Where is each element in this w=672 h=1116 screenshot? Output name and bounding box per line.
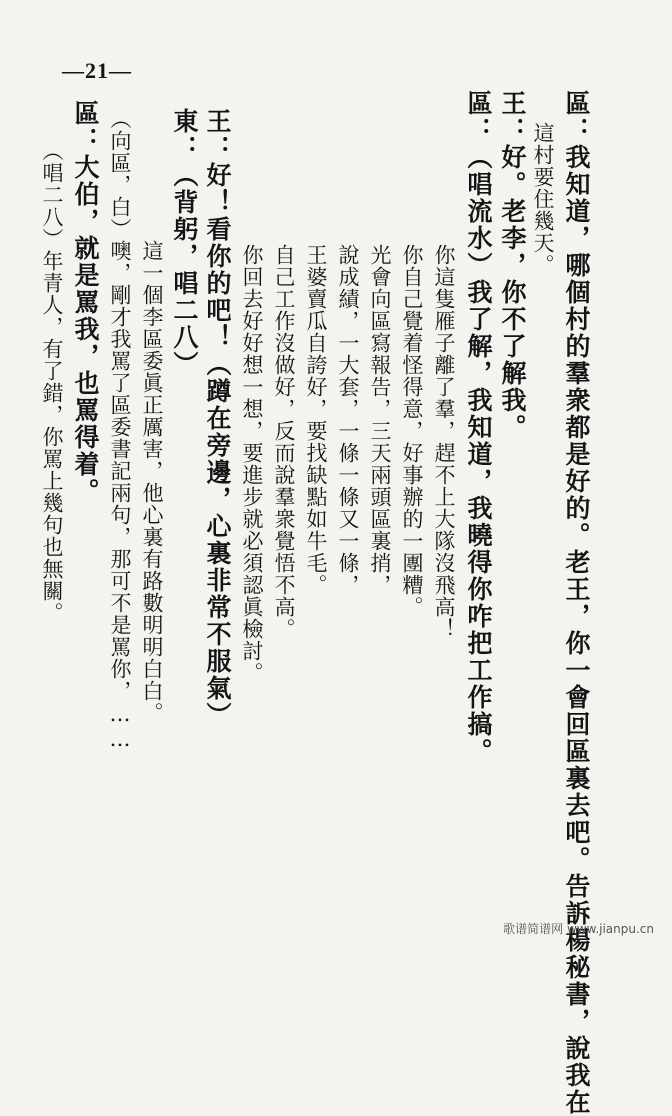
song-line: 自己工作沒做好，反而說羣衆覺悟不高。 bbox=[272, 244, 296, 640]
song-line: 說成績，一大套，一條一條又一條， bbox=[336, 244, 360, 596]
song-line: 光會向區寫報告，三天兩頭區裏捎， bbox=[368, 244, 392, 596]
dialogue-line: 區：大伯，就是罵我，也罵得着。 bbox=[71, 100, 100, 505]
dialogue-line: 王：好！看你的吧！（蹲在旁邊，心裏非常不服氣） bbox=[203, 108, 232, 729]
dialogue-line: （向區，白）噢，剛才我罵了區委書記兩句，那可不是罵你，…… bbox=[108, 108, 132, 752]
song-line: 王婆賣瓜自誇好，要找缺點如牛毛。 bbox=[304, 244, 328, 596]
dialogue-line: 王：好。老李，你不了解我。 bbox=[498, 90, 527, 441]
dialogue-line: 東：（背躬，唱二八） bbox=[170, 108, 199, 378]
song-line: 你這隻雁子離了羣，趕不上大隊沒飛高！ bbox=[432, 244, 456, 640]
dialogue-line: 區：（唱流水）我了解，我知道，我曉得你咋把工作搞。 bbox=[464, 90, 493, 765]
page-number: —21— bbox=[62, 58, 132, 83]
song-line: （唱二八）年青人，有了錯，你罵上幾句也無關。 bbox=[40, 140, 64, 624]
watermark: 歌谱简谱网 www.jianpu.cn bbox=[503, 922, 654, 936]
song-line: 你回去好好想一想，要進步就必須認眞檢討。 bbox=[240, 244, 264, 684]
dialogue-line: 這村要住幾天。 bbox=[531, 122, 555, 276]
dialogue-line: 區：我知道，哪個村的羣衆都是好的。老王，你一會回區裏去吧。告訴楊秘書，說我在 bbox=[562, 90, 591, 1116]
song-line: 這一個李區委眞正厲害，他心裏有路數明明白白。 bbox=[140, 240, 164, 724]
song-line: 你自己覺着怪得意，好事辦的一團糟。 bbox=[400, 244, 424, 618]
